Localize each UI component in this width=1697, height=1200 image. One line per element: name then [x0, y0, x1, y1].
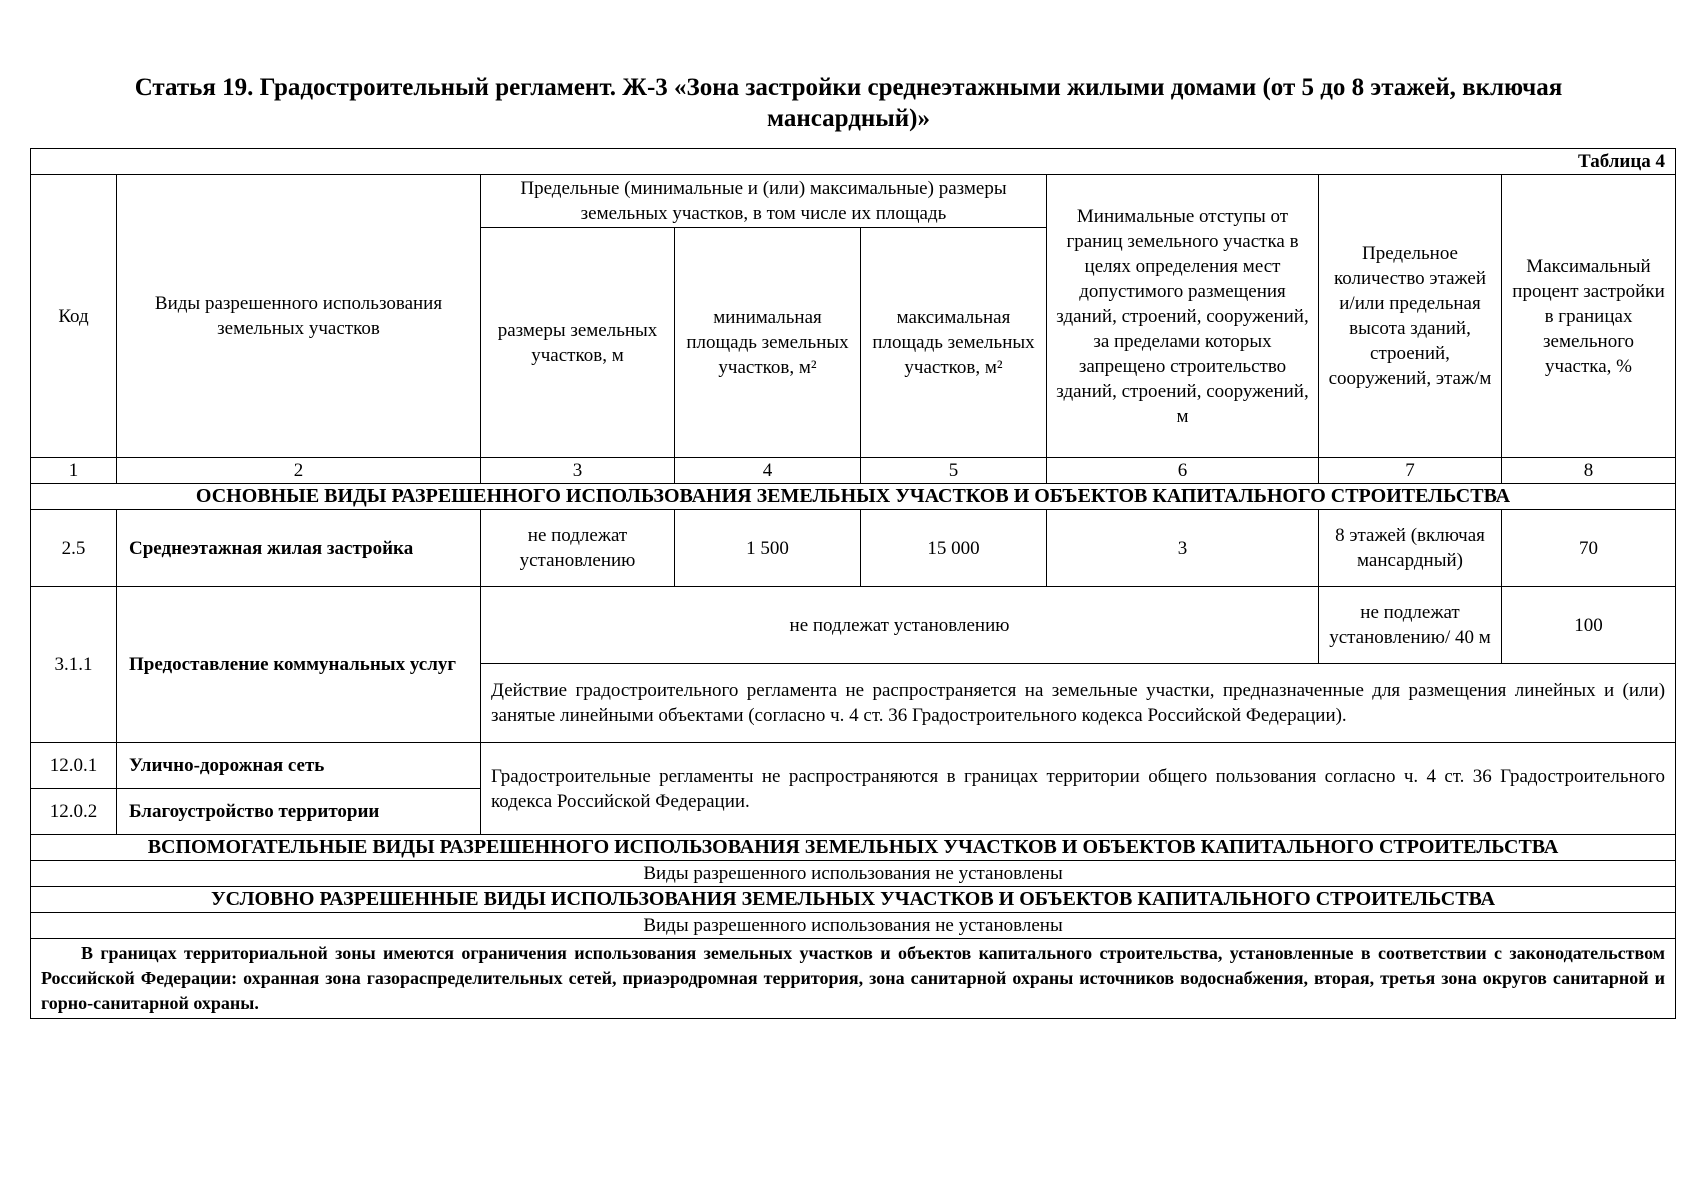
column-index: 4 — [675, 458, 861, 484]
column-index-row — [31, 458, 1676, 484]
header-floors: Предельное количество этажей и/или предельная высота зданий, строений, сооружений, этаж/м — [1319, 175, 1502, 458]
row-code: 3.1.1 — [31, 587, 117, 743]
row-use-name: Предоставление коммунальных услуг — [117, 587, 481, 743]
table-label: Таблица 4 — [31, 149, 1676, 175]
row-coverage: 70 — [1502, 510, 1676, 587]
section-auxiliary: ВСПОМОГАТЕЛЬНЫЕ ВИДЫ РАЗРЕШЕННОГО ИСПОЛЬЗОВАНИЯ ЗЕМЕЛЬНЫХ УЧАСТКОВ И ОБЪЕКТОВ КАПИТАЛЬНОГО СТРОИТЕЛЬСТВА — [31, 835, 1676, 861]
column-index: 1 — [31, 458, 117, 484]
table-row — [31, 510, 1676, 587]
row-max-area: 15 000 — [861, 510, 1047, 587]
row-code: 12.0.1 — [31, 743, 117, 789]
row-note: Градостроительные регламенты не распространяются в границах территории общего пользования согласно ч. 4 ст. 36 Градостроительного кодекса Российской Федерации. — [481, 743, 1676, 835]
regulation-table — [30, 148, 1676, 1019]
row-use-name: Среднеэтажная жилая застройка — [117, 510, 481, 587]
row-note: Действие градостроительного регламента не распространяется на земельные участки, предназначенные для размещения линейных и (или) занятые линейными объектами (согласно ч. 4 ст. 36 Градостроительного кодекса Российской Федерации). — [481, 664, 1676, 743]
row-use-name: Благоустройство территории — [117, 789, 481, 835]
row-code: 12.0.2 — [31, 789, 117, 835]
column-index: 2 — [117, 458, 481, 484]
footer-note: В границах территориальной зоны имеются ограничения использования земельных участков и объектов капитального строительства, установленные в соответствии с законодательством Российской Федерации: охранная зона газораспределительных сетей, приаэродромная территория, зона санитарной охраны источников водоснабжения, вторая, третья зона округов санитарной и горно-санитарной охраны. — [31, 939, 1676, 1019]
row-floors: не подлежат установлению/ 40 м — [1319, 587, 1502, 664]
header-min-area: минимальная площадь земельных участков, м² — [675, 228, 861, 458]
table-row — [31, 743, 1676, 789]
header-coverage: Максимальный процент застройки в границах земельного участка, % — [1502, 175, 1676, 458]
section-main: ОСНОВНЫЕ ВИДЫ РАЗРЕШЕННОГО ИСПОЛЬЗОВАНИЯ ЗЕМЕЛЬНЫХ УЧАСТКОВ И ОБЪЕКТОВ КАПИТАЛЬНОГО СТРОИТЕЛЬСТВА — [31, 484, 1676, 510]
header-limits-group: Предельные (минимальные и (или) максимальные) размеры земельных участков, в том числе их площадь — [481, 175, 1047, 228]
row-sizes: не подлежат установлению — [481, 510, 675, 587]
row-setback: 3 — [1047, 510, 1319, 587]
header-sizes: размеры земельных участков, м — [481, 228, 675, 458]
table-row — [31, 587, 1676, 664]
row-use-name: Улично-дорожная сеть — [117, 743, 481, 789]
header-setbacks: Минимальные отступы от границ земельного участка в целях определения мест допустимого размещения зданий, строений, сооружений, за пределами которых запрещено строительство зданий, строений, сооружений, м — [1047, 175, 1319, 458]
row-code: 2.5 — [31, 510, 117, 587]
column-index: 5 — [861, 458, 1047, 484]
row-floors: 8 этажей (включая мансардный) — [1319, 510, 1502, 587]
column-index: 3 — [481, 458, 675, 484]
page-title: Статья 19. Градостроительный регламент. Ж-3 «Зона застройки среднеэтажными жилыми домами (от 5 до 8 этажей, включая мансардный)» — [134, 74, 1563, 132]
header-code: Код — [31, 175, 117, 458]
header-use: Виды разрешенного использования земельных участков — [117, 175, 481, 458]
header-max-area: максимальная площадь земельных участков, м² — [861, 228, 1047, 458]
section-conditional-note: Виды разрешенного использования не установлены — [31, 913, 1676, 939]
row-coverage: 100 — [1502, 587, 1676, 664]
row-merged-value: не подлежат установлению — [481, 587, 1319, 664]
column-index: 6 — [1047, 458, 1319, 484]
section-auxiliary-note: Виды разрешенного использования не установлены — [31, 861, 1676, 887]
column-index: 8 — [1502, 458, 1676, 484]
row-min-area: 1 500 — [675, 510, 861, 587]
section-conditional: УСЛОВНО РАЗРЕШЕННЫЕ ВИДЫ ИСПОЛЬЗОВАНИЯ ЗЕМЕЛЬНЫХ УЧАСТКОВ И ОБЪЕКТОВ КАПИТАЛЬНОГО СТРОИТЕЛЬСТВА — [31, 887, 1676, 913]
column-index: 7 — [1319, 458, 1502, 484]
